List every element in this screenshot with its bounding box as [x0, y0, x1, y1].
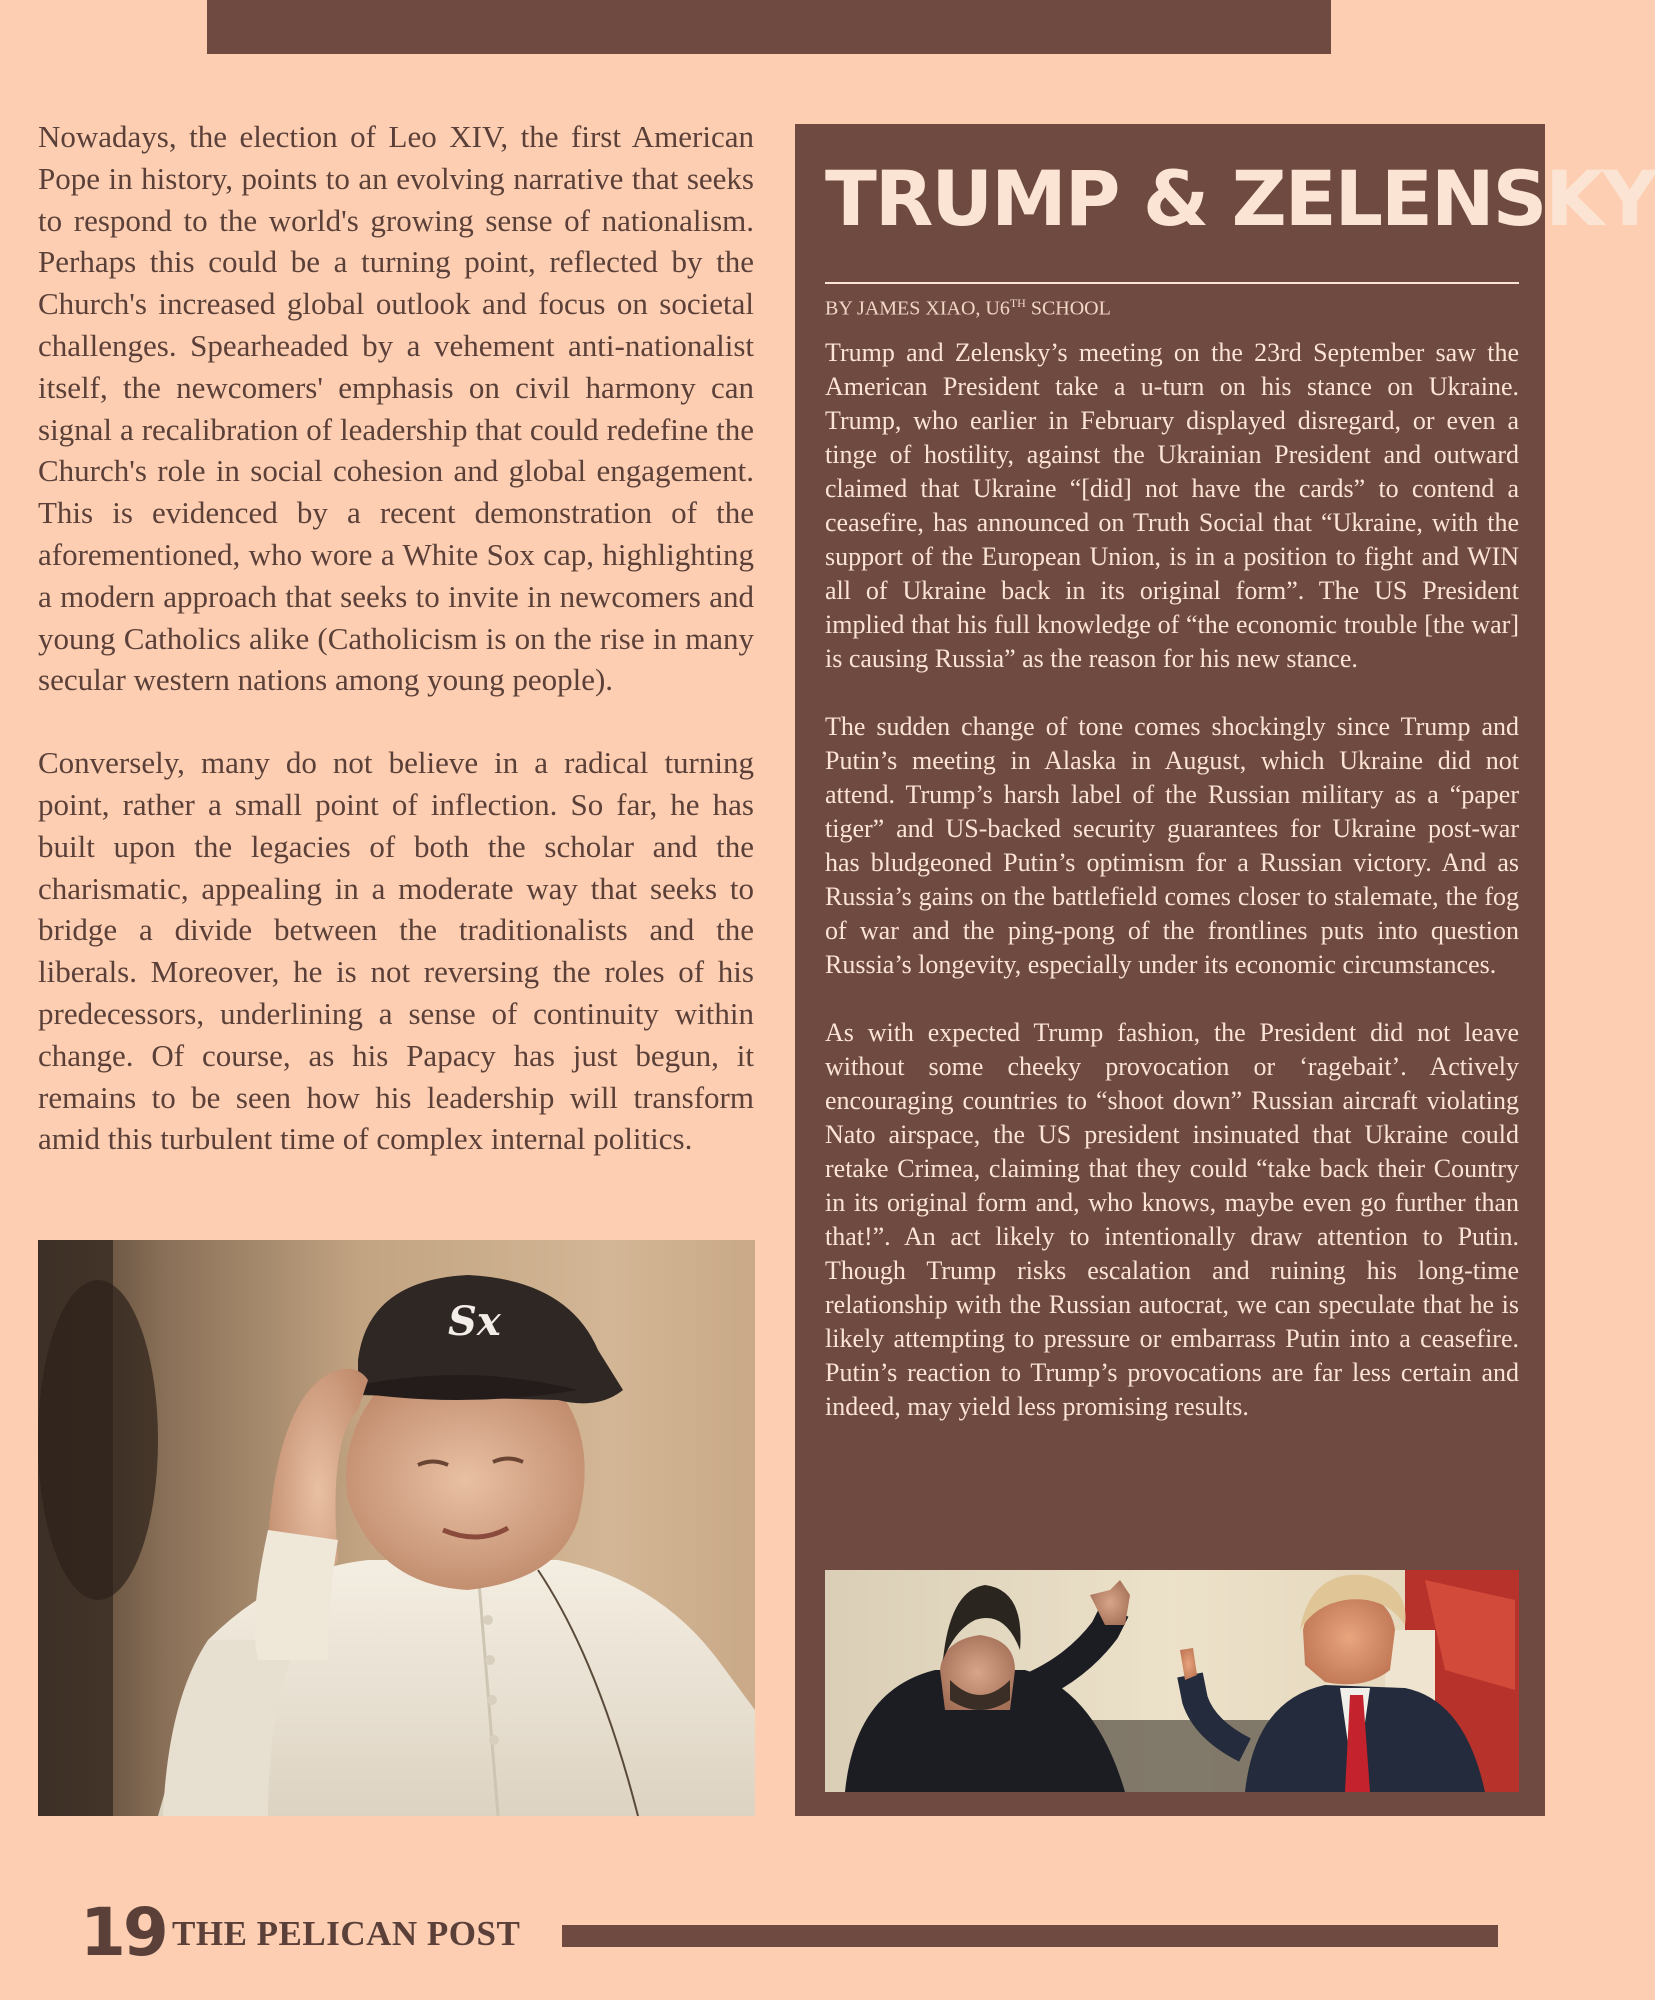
- top-decorative-bar: [207, 0, 1331, 54]
- page-number: 19: [80, 1894, 166, 1971]
- pope-white-sox-cap-photo: [38, 1240, 755, 1816]
- headline-divider: [825, 282, 1519, 284]
- byline-suffix: SCHOOL: [1025, 297, 1111, 320]
- svg-text:Sx: Sx: [448, 1298, 501, 1345]
- right-paragraph-3: As with expected Trump fashion, the President did not leave without some cheeky provocation or ‘ragebait’. Actively encouraging countries to “shoot down” Russian aircraft violating Nato airspace, the US president insinuated that Ukraine could retake Crimea, claiming that they could “take back their Country in its original form and, who knows, maybe even go further than that!”. An act likely to intentionally draw attention to Putin. Though Trump risks escalation and ruining his long-time relationship with the Russian autocrat, we can speculate that he is likely attempting to pressure or embarrass Putin into a ceasefire. Putin’s reaction to Trump’s provocations are far less certain and indeed, may yield less promising results.: [825, 1018, 1519, 1421]
- left-article-column: [38, 116, 754, 1201]
- byline-prefix: BY JAMES XIAO, U6: [825, 297, 1010, 320]
- right-article-body: [825, 336, 1519, 1458]
- right-paragraph-2: The sudden change of tone comes shockingly since Trump and Putin’s meeting in Alaska in August, which Ukraine did not attend. Trump’s harsh label of the Russian military as a “paper tiger” and US-backed security guarantees for Ukraine post-war has bludgeoned Putin’s optimism for a Russian victory. And as Russia’s gains on the battlefield comes closer to stalemate, the fog of war and the ping-pong of the frontlines puts into question Russia’s longevity, especially under its economic circumstances.: [825, 712, 1519, 979]
- trump-zelensky-article-panel: [795, 124, 1655, 1816]
- article-byline: [825, 290, 1111, 322]
- trump-zelensky-meeting-photo: [825, 1570, 1519, 1792]
- left-paragraph-1: Nowadays, the election of Leo XIV, the first American Pope in history, points to an evolving narrative that seeks to respond to the world's growing sense of nationalism. Perhaps this could be a turning point, reflected by the Church's increased global outlook and focus on societal challenges. Spearheaded by a vehement anti-nationalist itself, the newcomers' emphasis on civil harmony can signal a recalibration of leadership that could redefine the Church's role in social cohesion and global engagement. This is evidenced by a recent demonstration of the aforementioned, who wore a White Sox cap, highlighting a modern approach that seeks to invite in newcomers and young Catholics alike (Catholicism is on the rise in many secular western nations among young people).: [38, 119, 754, 698]
- publication-name: THE PELICAN POST: [172, 1914, 521, 1953]
- left-paragraph-2: Conversely, many do not believe in a radical turning point, rather a small point of inflection. So far, he has built upon the legacies of both the scholar and the charismatic, appealing in a moderate way that seeks to bridge a divide between the traditionalists and the liberals. Moreover, he is not reversing the roles of his predecessors, underlining a sense of continuity within change. Of course, as his Papacy has just begun, it remains to be seen how his leadership will transform amid this turbulent time of complex internal politics.: [38, 745, 754, 1157]
- right-paragraph-1: Trump and Zelensky’s meeting on the 23rd September saw the American President take a u-turn on his stance on Ukraine. Trump, who earlier in February displayed disregard, or even a tinge of hostility, against the Ukrainian President and outward claimed that Ukraine “[did] not have the cards” to contend a ceasefire, has announced on Truth Social that “Ukraine, with the support of the European Union, is in a position to fight and WIN all of Ukraine back in its original form”. The US President implied that his full knowledge of “the economic trouble [the war] is causing Russia” as the reason for his new stance.: [825, 338, 1519, 673]
- footer-decorative-bar: [562, 1925, 1498, 1947]
- byline-superscript: TH: [1009, 296, 1026, 310]
- article-headline: TRUMP & ZELENSKY: [825, 154, 1655, 243]
